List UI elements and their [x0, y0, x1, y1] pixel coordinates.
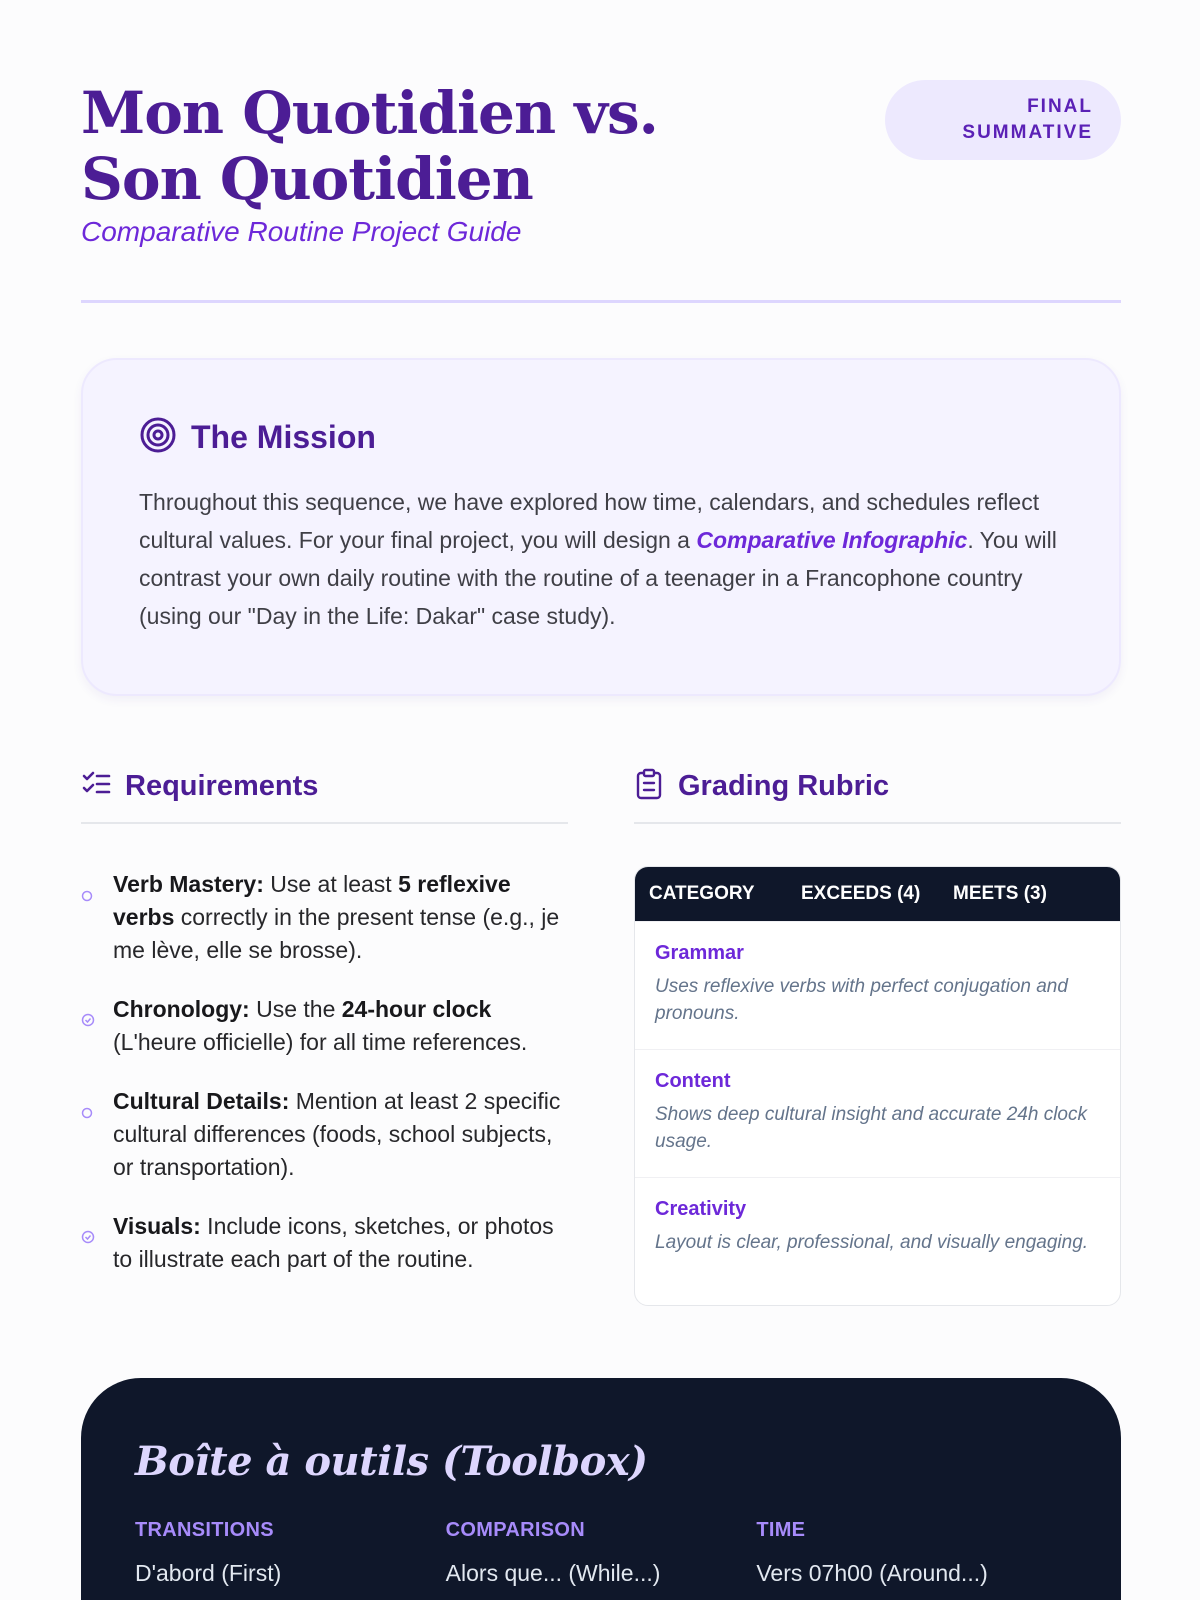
toolbox-title: Boîte à outils (Toolbox) — [135, 1438, 648, 1485]
req-text: Include icons, sketches, or photos to illustrate each part of the routine. — [113, 1213, 554, 1272]
bullet-circle-icon — [81, 1095, 95, 1184]
checklist-icon — [81, 769, 111, 804]
bullet-circle-icon — [81, 878, 95, 967]
rubric-description: Layout is clear, professional, and visually engaging. — [655, 1232, 1089, 1253]
list-item — [81, 868, 568, 967]
rubric-section — [634, 762, 1121, 1306]
table-row — [635, 1049, 1120, 1177]
bullet-check-icon — [81, 1003, 95, 1059]
badge-line-1: FINAL — [1027, 96, 1093, 117]
page-title: Mon Quotidien vs. Son Quotidien — [81, 79, 658, 213]
list-item — [81, 1085, 568, 1184]
req-emphasis: 5 reflexive verbs — [113, 871, 511, 930]
toolbox-item: Vers 07h00 (Around...) — [756, 1560, 988, 1586]
column-header: MEETS (3) — [953, 883, 1047, 904]
rubric-divider — [634, 822, 1121, 824]
requirements-section — [81, 762, 568, 1302]
rubric-description: Shows deep cultural insight and accurate 24h clock usage. — [655, 1104, 1087, 1152]
requirements-title: Requirements — [125, 769, 319, 802]
mission-body — [139, 483, 1063, 635]
rubric-category: Grammar — [655, 942, 744, 964]
badge-line-2: SUMMATIVE — [962, 122, 1093, 143]
column-header: EXCEEDS (4) — [801, 883, 921, 904]
mission-text-2: . You will contrast your own daily routine with the routine of a teenager in a Francophone country (using our "Day in the Life: Dakar" case study). — [139, 527, 1057, 629]
rubric-title: Grading Rubric — [678, 769, 890, 802]
mission-text-1: Throughout this sequence, we have explored how time, calendars, and schedules reflect cultural values. For your final project, you will design a — [139, 489, 1040, 553]
req-text: Use the — [249, 996, 342, 1022]
toolbox-column — [446, 1519, 757, 1587]
req-label: Cultural Details: — [113, 1088, 290, 1114]
rubric-header-row — [635, 867, 1120, 921]
list-item — [81, 1210, 568, 1276]
toolbox-panel — [81, 1378, 1121, 1600]
requirements-divider — [81, 822, 568, 824]
mission-emphasis: Comparative Infographic — [696, 527, 968, 553]
toolbox-column — [756, 1519, 1067, 1587]
list-item — [81, 993, 568, 1059]
req-emphasis: 24-hour clock — [341, 996, 492, 1022]
toolbox-item: Alors que... (While...) — [445, 1560, 661, 1586]
page-subtitle: Comparative Routine Project Guide — [81, 216, 522, 247]
rubric-category: Creativity — [655, 1198, 747, 1220]
mission-title: The Mission — [191, 419, 376, 455]
mission-card — [81, 358, 1121, 696]
req-label: Verb Mastery: — [113, 871, 264, 897]
target-icon — [139, 416, 177, 459]
bullet-check-icon — [81, 1220, 95, 1276]
toolbox-label: COMPARISON — [445, 1519, 585, 1541]
req-label: Visuals: — [113, 1213, 201, 1239]
rubric-table — [634, 866, 1121, 1306]
toolbox-item: D'abord (First) — [135, 1560, 282, 1586]
status-badge — [885, 80, 1121, 160]
page-header — [81, 80, 1121, 248]
req-label: Chronology: — [113, 996, 250, 1022]
toolbox-column — [135, 1519, 446, 1587]
rubric-category: Content — [655, 1070, 731, 1092]
req-text: Use at least — [263, 871, 399, 897]
req-text-end: correctly in the present tense (e.g., je me lève, elle se brosse). — [113, 904, 560, 963]
req-text-end: (L'heure officielle) for all time references. — [113, 1029, 528, 1055]
header-divider — [81, 300, 1121, 303]
column-header: CATEGORY — [649, 883, 755, 904]
table-row — [635, 1177, 1120, 1305]
clipboard-icon — [634, 768, 664, 805]
table-row — [635, 921, 1120, 1049]
rubric-description: Uses reflexive verbs with perfect conjugation and pronouns. — [655, 976, 1068, 1024]
toolbox-label: TRANSITIONS — [135, 1519, 274, 1541]
toolbox-label: TIME — [756, 1519, 806, 1541]
req-text: Mention at least 2 specific cultural differences (foods, school subjects, or transportation). — [113, 1088, 561, 1180]
requirements-list — [81, 868, 568, 1276]
